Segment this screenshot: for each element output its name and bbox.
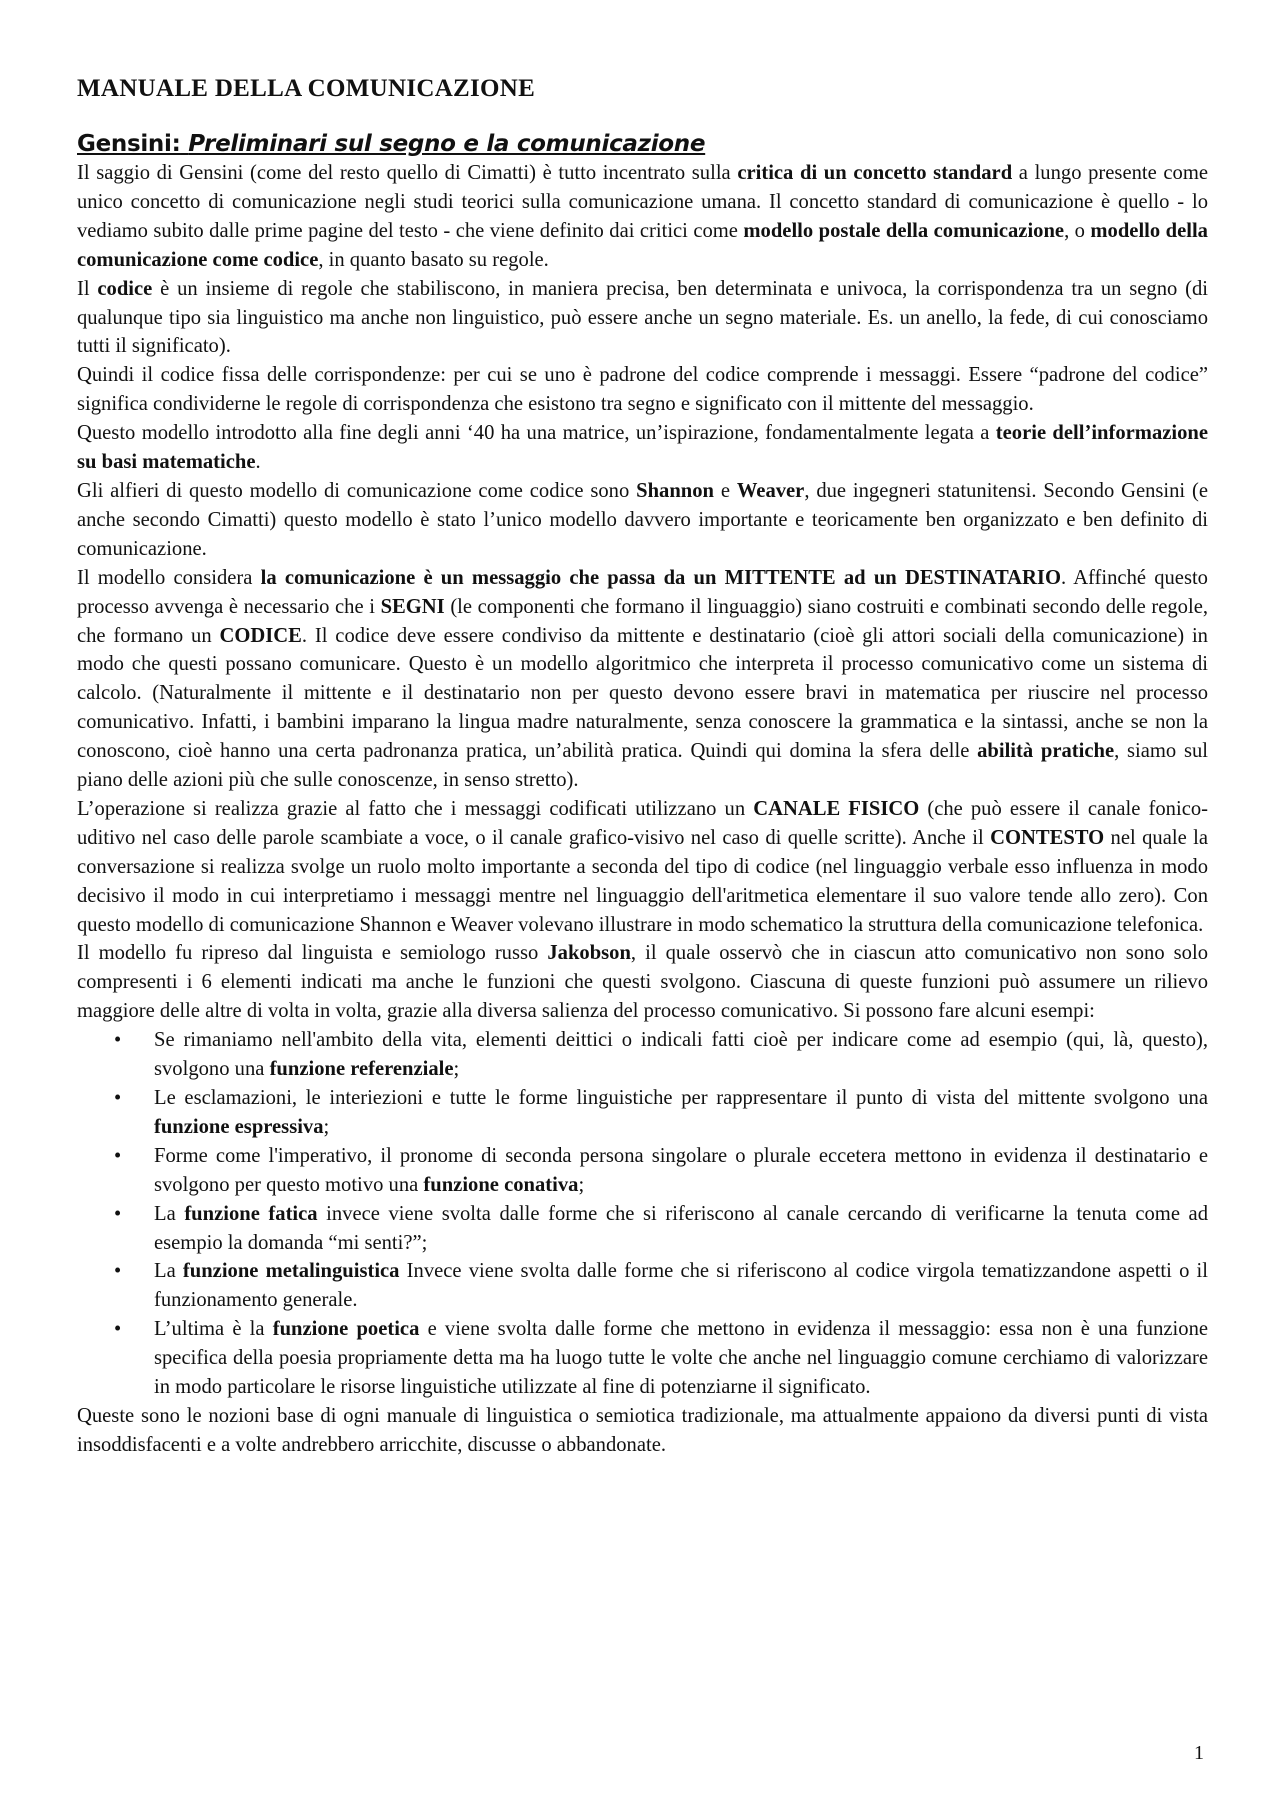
bullet-icon: • xyxy=(114,1087,122,1109)
paragraph-4: Questo modello introdotto alla fine degli anni ‘40 ha una matrice, un’ispirazione, fondamentalmente legata a teorie dell’informazione su basi matematiche. xyxy=(77,422,1209,474)
section-heading xyxy=(77,129,1208,159)
bullet-icon: • xyxy=(114,1318,122,1341)
paragraph-9: Queste sono le nozioni base di ogni manuale di linguistica o semiotica tradizionale, ma attualmente appaiono da diversi punti di vista insoddisfacenti e a volte andrebbero arricchite, discusse o abbandonate. xyxy=(77,1404,1208,1456)
paragraph-6: Il modello considera la comunicazione è un messaggio che passa da un MITTENTE ad un DESTINATARIO. Affinché questo processo avvenga è necessario che i SEGNI (le componenti che formano il linguaggio) siano costruiti e combinati secondo delle regole, che formano un CODICE. Il codice deve essere condiviso da mittente e destinatario (cioè gli attori sociali della comunicazione) in modo che questi possano comunicare. Questo è un modello algoritmico che interpreta il processo comunicativo come un sistema di calcolo. (Naturalmente il mittente e il destinatario non per questo devono essere bravi in matematica per riuscire nel processo comunicativo. Infatti, i bambini imparano la lingua madre naturalmente, senza conoscere la grammatica e la sintassi, anche se non la conoscono, cioè hanno una certa padronanza pratica, un’abilità pratica. Quindi qui domina la sfera delle abilità pratiche, siamo sul piano delle azioni più che sulle conoscenze, in senso stretto). xyxy=(77,566,1208,792)
paragraph-7: L’operazione si realizza grazie al fatto che i messaggi codificati utilizzano un CANALE FISICO (che può essere il canale fonico-uditivo nel caso delle parole scambiate a voce, o il canale grafico-visivo nel caso di quelle scritte). Anche il CONTESTO nel quale la conversazione si realizza svolge un ruolo molto importante a seconda del tipo di codice (nel linguaggio verbale esso influenza in modo decisivo il modo in cui interpretiamo i messaggi mentre nel linguaggio dell'aritmetica elementare il suo valore tende allo zero). Con questo modello di comunicazione Shannon e Weaver volevano illustrare in modo schematico la struttura della comunicazione telefonica. xyxy=(77,797,1208,936)
section-author: Gensini: xyxy=(77,131,181,157)
paragraph-2: Il codice è un insieme di regole che stabiliscono, in maniera precisa, ben determinata e univoca, la corrispondenza tra un segno (di qualunque tipo sia linguistico ma anche non linguistico, può essere anche un segno materiale. Es. un anello, la fede, di cui conosciamo tutti il significato). xyxy=(77,277,1209,358)
bullet-icon: • xyxy=(114,1202,122,1225)
list-item: • Forme come l'imperativo, il pronome di seconda persona singolare o plurale eccetera mettono in evidenza il destinatario e svolgono per questo motivo una funzione conativa; xyxy=(154,1142,1208,1200)
page-number: 1 xyxy=(1194,1742,1204,1764)
paragraph-8: Il modello fu ripreso dal linguista e semiologo russo Jakobson, il quale osservò che in ciascun atto comunicativo non sono solo compresenti i 6 elementi indicati ma anche le funzioni che questi svolgono. Ciascuna di queste funzioni può assumere un rilievo maggiore delle altre di volta in volta, grazie alla diversa salienza del processo comunicativo. Si possono fare alcuni esempi: xyxy=(77,942,1208,1023)
paragraph-1: Il saggio di Gensini (come del resto quello di Cimatti) è tutto incentrato sulla critica di un concetto standard a lungo presente come unico concetto di comunicazione negli studi teorici sulla comunicazione umana. Il concetto standard di comunicazione è quello - lo vediamo subito dalle prime pagine del testo - che viene definito dai critici come modello postale della comunicazione, o modello della comunicazione come codice, in quanto basato su regole. xyxy=(77,162,1208,271)
functions-list xyxy=(77,1026,1208,1402)
list-item: • Le esclamazioni, le interiezioni e tutte le forme linguistiche per rappresentare il punto di vista del mittente svolgono una funzione espressiva; xyxy=(154,1084,1208,1142)
document-title: MANUALE DELLA COMUNICAZIONE xyxy=(77,75,536,102)
list-item: • Se rimaniamo nell'ambito della vita, elementi deittici o indicali fatti cioè per indicare come ad esempio (qui, là, questo), svolgono una funzione referenziale; xyxy=(154,1026,1208,1084)
section-subtitle: Preliminari sul segno e la comunicazione xyxy=(188,131,706,157)
paragraph-5: Gli alfieri di questo modello di comunicazione come codice sono Shannon e Weaver, due ingegneri statunitensi. Secondo Gensini (e anche secondo Cimatti) questo modello è stato l’unico modello davvero importante e teoricamente ben organizzato e ben definito di comunicazione. xyxy=(77,479,1208,560)
bullet-icon: • xyxy=(114,1144,122,1167)
bullet-icon: • xyxy=(114,1029,122,1052)
paragraph-3: Quindi il codice fissa delle corrispondenze: per cui se uno è padrone del codice comprende i messaggi. Essere “padrone del codice” significa condividerne le regole di corrispondenza che esistono tra segno e significato con il mittente del messaggio. xyxy=(77,364,1208,416)
list-item: • La funzione metalinguistica Invece viene svolta dalle forme che si riferiscono al codice virgola tematizzandone aspetti o il funzionamento generale. xyxy=(154,1257,1208,1315)
list-item: • L’ultima è la funzione poetica e viene svolta dalle forme che mettono in evidenza il messaggio: essa non è una funzione specifica della poesia propriamente detta ma ha luogo tutte le volte che anche nel linguaggio comune cerchiamo di valorizzare in modo particolare le risorse linguistiche utilizzate al fine di potenziarne il significato. xyxy=(154,1315,1208,1402)
bullet-icon: • xyxy=(114,1260,122,1283)
list-item: • La funzione fatica invece viene svolta dalle forme che si riferiscono al canale cercando di verificarne la tenuta come ad esempio la domanda “mi senti?”; xyxy=(154,1200,1208,1258)
